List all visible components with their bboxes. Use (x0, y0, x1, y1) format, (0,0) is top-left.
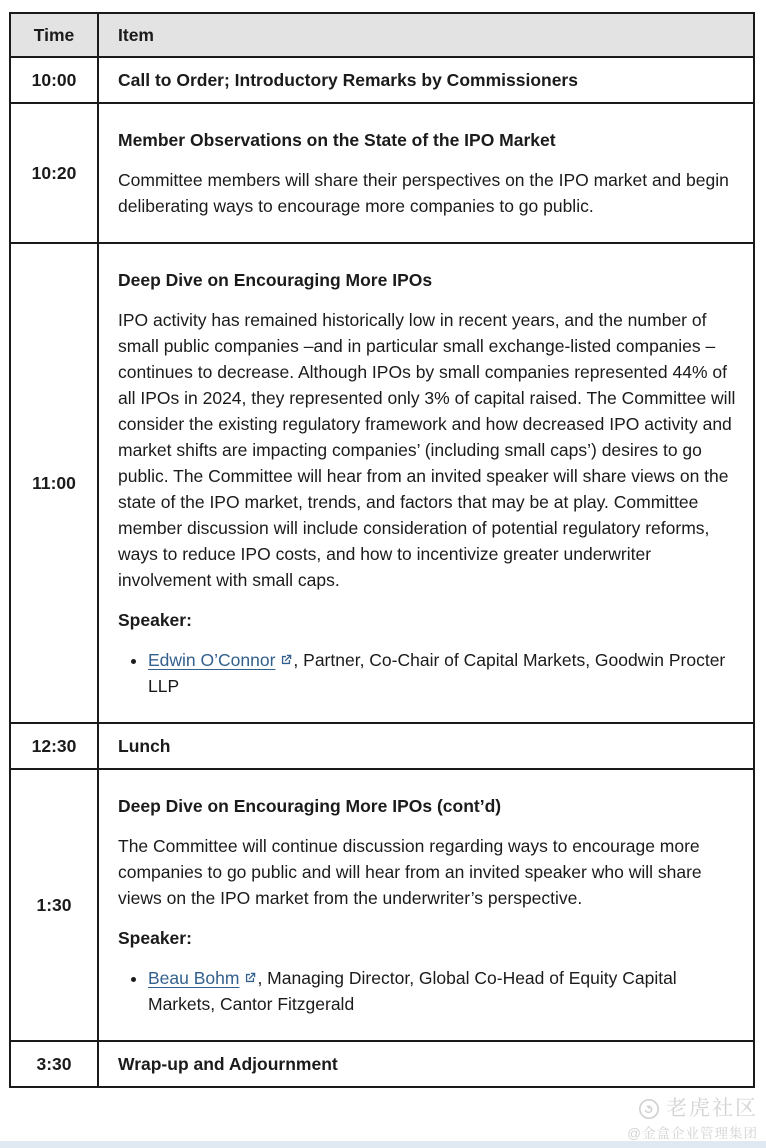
table-row (10, 243, 754, 723)
item-cell (98, 57, 754, 103)
item-cell (98, 103, 754, 243)
column-header-item: Item (98, 13, 754, 57)
item-cell (98, 1041, 754, 1087)
time-cell: 10:00 (10, 57, 98, 103)
time-cell: 12:30 (10, 723, 98, 769)
speaker-item (148, 965, 737, 1017)
speaker-list (118, 647, 737, 699)
header-row (10, 13, 754, 57)
speaker-link[interactable]: Edwin O’Connor (148, 650, 276, 670)
external-link-icon[interactable] (243, 971, 257, 985)
item-cell (98, 769, 754, 1041)
page-bottom-strip (0, 1141, 766, 1148)
item-title: Deep Dive on Encouraging More IPOs (118, 270, 433, 290)
agenda-table (9, 12, 755, 1088)
item-title: Member Observations on the State of the IPO Market (118, 130, 556, 150)
time-cell: 3:30 (10, 1041, 98, 1087)
item-title: Wrap-up and Adjournment (118, 1054, 338, 1074)
time-cell: 11:00 (10, 243, 98, 723)
speaker-title: , Partner, Co-Chair of Capital Markets, Goodwin Procter LLP (148, 650, 726, 696)
speaker-label: Speaker: (118, 928, 192, 948)
speaker-label: Speaker: (118, 610, 192, 630)
table-row (10, 723, 754, 769)
table-row (10, 1041, 754, 1087)
item-title: Call to Order; Introductory Remarks by Commissioners (118, 70, 578, 90)
time-cell: 10:20 (10, 103, 98, 243)
item-title: Lunch (118, 736, 171, 756)
tiger-community-logo-icon (638, 1098, 660, 1120)
speaker-link[interactable]: Beau Bohm (148, 968, 240, 988)
watermark (627, 1097, 758, 1142)
table-row (10, 57, 754, 103)
item-description: The Committee will continue discussion regarding ways to encourage more companies to go public and will hear from an invited speaker who will share views on the IPO market from the underwriter’s perspective. (118, 836, 702, 908)
item-cell (98, 243, 754, 723)
watermark-handle: @金盒企业管理集团 (627, 1126, 758, 1141)
external-link-icon[interactable] (279, 653, 293, 667)
watermark-brand-line (627, 1097, 758, 1121)
item-description: IPO activity has remained historically low in recent years, and the number of small public companies –and in particular small exchange-listed companies –continues to decrease. Although IPOs by small companies represented 44% of all IPOs in 2024, they represented only 3% of capital raised. The Committee will consider the existing regulatory framework and how decreased IPO activity and market shifts are impacting companies’ (including small caps’) desires to go public. The Committee will hear from an invited speaker will share views on the state of the IPO market, trends, and factors that may be at play. Committee member discussion will include consideration of potential regulatory reforms, ways to reduce IPO costs, and how to incentivize greater underwriter involvement with small caps. (118, 310, 736, 590)
speaker-list (118, 965, 737, 1017)
item-title: Deep Dive on Encouraging More IPOs (cont’d) (118, 796, 502, 816)
table-row (10, 769, 754, 1041)
item-description: Committee members will share their perspectives on the IPO market and begin deliberating ways to encourage more companies to go public. (118, 170, 729, 216)
watermark-brand-text: 老虎社区 (666, 1097, 758, 1120)
speaker-title: , Managing Director, Global Co-Head of Equity Capital Markets, Cantor Fitzgerald (148, 968, 677, 1014)
time-cell: 1:30 (10, 769, 98, 1041)
table-row (10, 103, 754, 243)
item-cell (98, 723, 754, 769)
column-header-time: Time (10, 13, 98, 57)
speaker-item (148, 647, 737, 699)
